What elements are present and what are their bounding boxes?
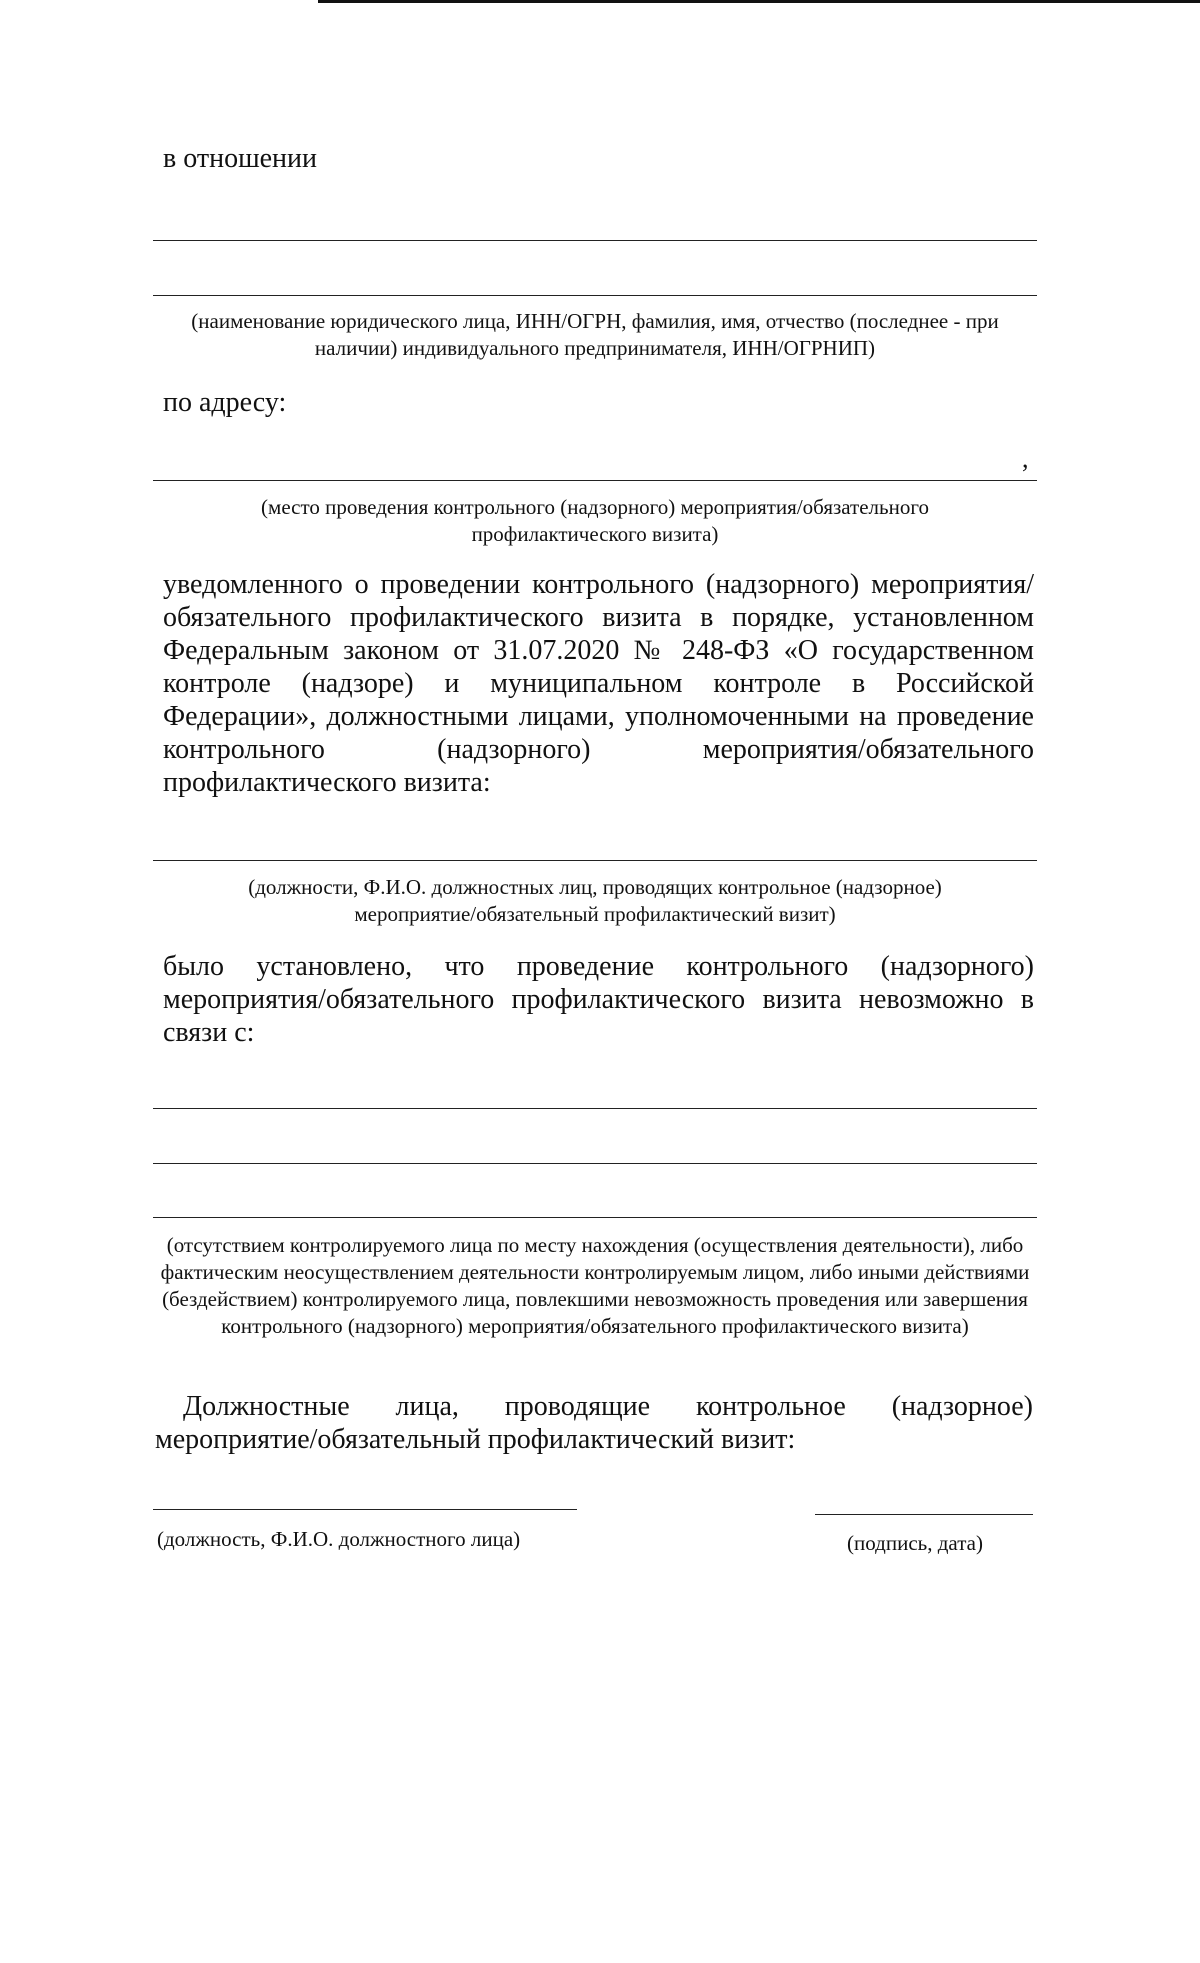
reason-field-line-1 bbox=[153, 1108, 1037, 1109]
signature-field-line bbox=[815, 1514, 1033, 1515]
entity-caption: (наименование юридического лица, ИНН/ОГРН, фамилия, имя, отчество (последнее - при наличии) индивидуального предпринимателя, ИНН/ОГРНИП) bbox=[191, 309, 999, 360]
signature-caption: (подпись, дата) bbox=[847, 1531, 983, 1555]
entity-field-line-2 bbox=[153, 295, 1037, 296]
reason-field-line-2 bbox=[153, 1163, 1037, 1164]
reason-field-line-3 bbox=[153, 1217, 1037, 1218]
officials-paragraph: Должностные лица, проводящие контрольное (надзорное) мероприятие/обязательный профилактический визит: bbox=[155, 1391, 1033, 1455]
officials-caption: (должности, Ф.И.О. должностных лиц, проводящих контрольное (надзорное) мероприятие/обязательный профилактический визит) bbox=[248, 875, 942, 926]
position-field-line bbox=[153, 1509, 577, 1510]
position-caption: (должность, Ф.И.О. должностного лица) bbox=[157, 1527, 521, 1551]
established-paragraph: было установлено, что проведение контрольного (надзорного) мероприятия/обязательного профилактического визита невозможно в связи с: bbox=[163, 951, 1034, 1048]
officials-field-line bbox=[153, 860, 1037, 861]
top-border-line bbox=[318, 0, 1200, 3]
address-field-line bbox=[153, 480, 1037, 481]
place-caption: (место проведения контрольного (надзорного) мероприятия/обязательного профилактического визита) bbox=[261, 495, 929, 546]
notified-paragraph: уведомленного о проведении контрольного (надзорного) мероприятия/обязательного профилактического визита в порядке, установленном Федеральным законом от 31.07.2020 № 248-ФЗ «О государственном контроле (надзоре) и муниципальном контроле в Российской Федерации», должностными лицами, уполномоченными на проведение контрольного (надзорного) мероприятия/обязательного профилактического визита: bbox=[163, 569, 1034, 798]
reason-caption: (отсутствием контролируемого лица по месту нахождения (осуществления деятельности), либо фактическим неосуществлением деятельности контролируемым лицом, либо иными действиями (бездействием) контролируемого лица, повлекшими невозможность проведения или завершения контрольного (надзорного) мероприятия/обязательного профилактического визита) bbox=[160, 1233, 1030, 1338]
address-label: по адресу: bbox=[163, 387, 287, 418]
in-relation-label: в отношении bbox=[163, 143, 318, 174]
address-comma: , bbox=[1022, 444, 1029, 473]
entity-field-line-1 bbox=[153, 240, 1037, 241]
